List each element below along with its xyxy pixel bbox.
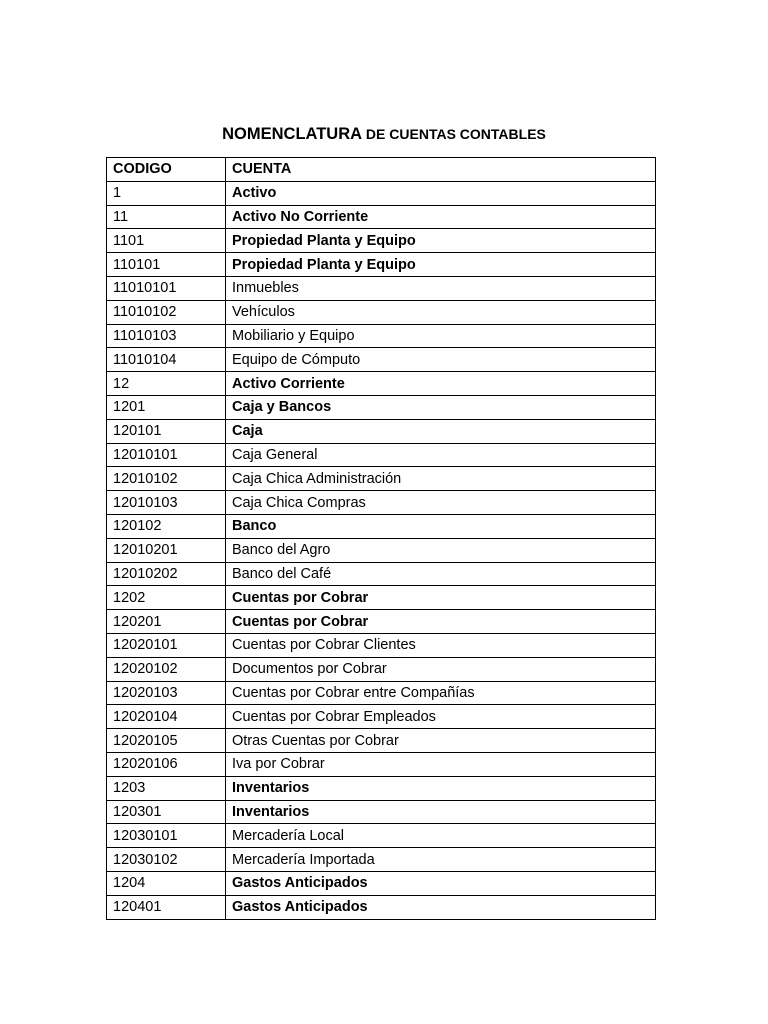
account-name-cell: Banco del Café <box>226 562 656 586</box>
account-code-cell: 12020103 <box>107 681 226 705</box>
account-code-cell: 12020104 <box>107 705 226 729</box>
table-row <box>107 514 656 538</box>
header-account: CUENTA <box>226 158 656 182</box>
account-code-cell: 12010101 <box>107 443 226 467</box>
account-name-cell: Inventarios <box>226 800 656 824</box>
account-code-cell: 12 <box>107 372 226 396</box>
page-title-main: NOMENCLATURA <box>222 125 363 143</box>
account-code-cell: 1101 <box>107 229 226 253</box>
account-name-cell: Gastos Anticipados <box>226 895 656 919</box>
table-row <box>107 705 656 729</box>
account-name-cell: Mobiliario y Equipo <box>226 324 656 348</box>
account-code-cell: 12010202 <box>107 562 226 586</box>
table-row <box>107 181 656 205</box>
table-row <box>107 372 656 396</box>
account-name-cell: Caja y Bancos <box>226 395 656 419</box>
account-code-cell: 12020105 <box>107 729 226 753</box>
table-row <box>107 681 656 705</box>
account-code-cell: 120201 <box>107 610 226 634</box>
account-name-cell: Otras Cuentas por Cobrar <box>226 729 656 753</box>
table-row <box>107 752 656 776</box>
table-row <box>107 229 656 253</box>
table-header-row <box>107 158 656 182</box>
account-code-cell: 1201 <box>107 395 226 419</box>
account-code-cell: 12010103 <box>107 491 226 515</box>
account-code-cell: 12020106 <box>107 752 226 776</box>
account-code-cell: 11010103 <box>107 324 226 348</box>
table-row <box>107 848 656 872</box>
account-code-cell: 110101 <box>107 253 226 277</box>
account-name-cell: Mercadería Importada <box>226 848 656 872</box>
account-name-cell: Inmuebles <box>226 276 656 300</box>
account-name-cell: Activo <box>226 181 656 205</box>
table-row <box>107 443 656 467</box>
account-name-cell: Cuentas por Cobrar entre Compañías <box>226 681 656 705</box>
account-name-cell: Equipo de Cómputo <box>226 348 656 372</box>
table-row <box>107 324 656 348</box>
account-name-cell: Caja Chica Compras <box>226 491 656 515</box>
table-row <box>107 491 656 515</box>
account-code-cell: 120301 <box>107 800 226 824</box>
account-code-cell: 1203 <box>107 776 226 800</box>
account-name-cell: Mercadería Local <box>226 824 656 848</box>
table-row <box>107 657 656 681</box>
account-name-cell: Caja General <box>226 443 656 467</box>
account-name-cell: Cuentas por Cobrar Empleados <box>226 705 656 729</box>
account-name-cell: Documentos por Cobrar <box>226 657 656 681</box>
account-name-cell: Activo Corriente <box>226 372 656 396</box>
account-name-cell: Inventarios <box>226 776 656 800</box>
account-name-cell: Caja Chica Administración <box>226 467 656 491</box>
account-code-cell: 12030101 <box>107 824 226 848</box>
account-name-cell: Gastos Anticipados <box>226 871 656 895</box>
table-row <box>107 300 656 324</box>
table-row <box>107 538 656 562</box>
account-code-cell: 120102 <box>107 514 226 538</box>
table-row <box>107 610 656 634</box>
table-row <box>107 419 656 443</box>
account-name-cell: Banco del Agro <box>226 538 656 562</box>
table-row <box>107 895 656 919</box>
account-code-cell: 12020102 <box>107 657 226 681</box>
accounts-table <box>106 157 656 920</box>
account-name-cell: Caja <box>226 419 656 443</box>
account-code-cell: 11010102 <box>107 300 226 324</box>
account-code-cell: 12030102 <box>107 848 226 872</box>
page-title <box>0 124 768 145</box>
account-name-cell: Banco <box>226 514 656 538</box>
accounts-table-body <box>107 181 656 919</box>
account-name-cell: Activo No Corriente <box>226 205 656 229</box>
account-code-cell: 1204 <box>107 871 226 895</box>
account-code-cell: 11 <box>107 205 226 229</box>
account-name-cell: Cuentas por Cobrar Clientes <box>226 633 656 657</box>
account-code-cell: 12020101 <box>107 633 226 657</box>
account-name-cell: Cuentas por Cobrar <box>226 610 656 634</box>
table-row <box>107 467 656 491</box>
table-row <box>107 562 656 586</box>
account-name-cell: Vehículos <box>226 300 656 324</box>
account-name-cell: Propiedad Planta y Equipo <box>226 229 656 253</box>
account-name-cell: Propiedad Planta y Equipo <box>226 253 656 277</box>
table-row <box>107 253 656 277</box>
account-name-cell: Iva por Cobrar <box>226 752 656 776</box>
account-code-cell: 11010101 <box>107 276 226 300</box>
table-row <box>107 348 656 372</box>
table-row <box>107 276 656 300</box>
account-code-cell: 1202 <box>107 586 226 610</box>
account-code-cell: 12010201 <box>107 538 226 562</box>
account-code-cell: 12010102 <box>107 467 226 491</box>
account-code-cell: 120101 <box>107 419 226 443</box>
table-row <box>107 205 656 229</box>
table-row <box>107 800 656 824</box>
table-row <box>107 776 656 800</box>
table-row <box>107 871 656 895</box>
table-row <box>107 586 656 610</box>
account-code-cell: 11010104 <box>107 348 226 372</box>
account-code-cell: 120401 <box>107 895 226 919</box>
account-code-cell: 1 <box>107 181 226 205</box>
page-title-rest: DE CUENTAS CONTABLES <box>362 126 546 142</box>
table-row <box>107 824 656 848</box>
table-row <box>107 729 656 753</box>
table-row <box>107 395 656 419</box>
header-code: CODIGO <box>107 158 226 182</box>
table-row <box>107 633 656 657</box>
account-name-cell: Cuentas por Cobrar <box>226 586 656 610</box>
